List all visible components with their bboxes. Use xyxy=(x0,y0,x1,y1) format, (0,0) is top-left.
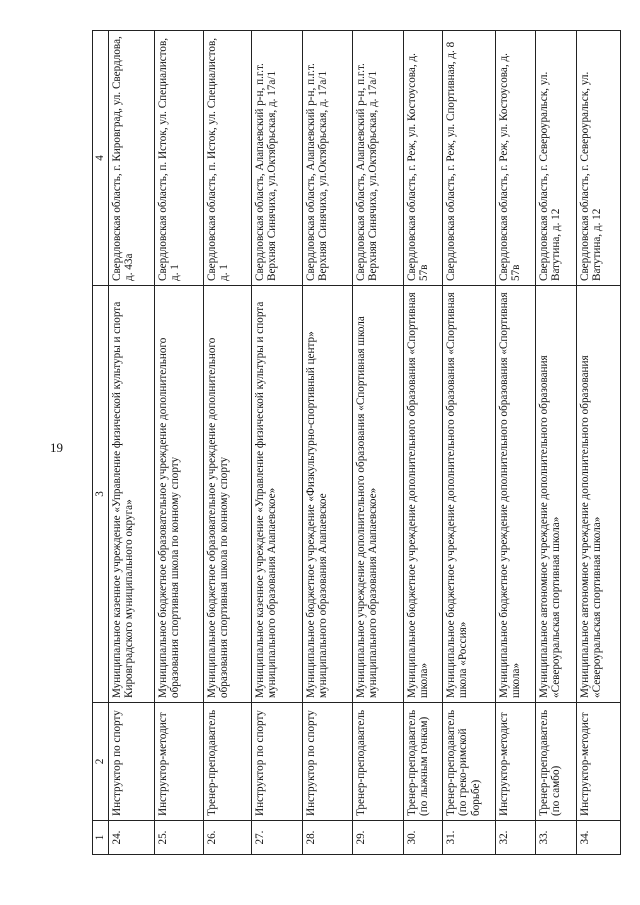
table-row xyxy=(535,31,576,855)
row-number: 28. xyxy=(302,821,352,855)
position-cell: Инструктор по спорту xyxy=(302,703,352,821)
address-cell: Свердловская область, Алапаевский р-н, п.г.т. Верхняя Синячиха, ул.Октябрьская, д. 17а/1 xyxy=(302,31,352,286)
address-cell: Свердловская область, г. Реж, ул. Костоусова, д. 57в xyxy=(403,31,442,286)
position-cell: Тренер-преподаватель xyxy=(352,703,403,821)
address-cell: Свердловская область, г. Реж, ул. Спортивная, д. 8 xyxy=(442,31,495,286)
position-cell: Тренер-преподаватель (по греко-римской борьбе) xyxy=(442,703,495,821)
column-header: 2 xyxy=(93,703,109,821)
organization-cell: Муниципальное автономное учреждение дополнительного образования «Североуральская спортивная школа» xyxy=(535,286,576,703)
address-cell: Свердловская область, г. Североуральск, ул. Ватутина, д. 12 xyxy=(576,31,620,286)
position-cell: Инструктор-методист xyxy=(154,703,203,821)
table-row xyxy=(203,31,251,855)
address-cell: Свердловская область, п. Исток, ул. Специалистов, д. 1 xyxy=(203,31,251,286)
sports-staff-table xyxy=(92,30,621,855)
position-cell: Инструктор-методист xyxy=(495,703,535,821)
address-cell: Свердловская область, Алапаевский р-н, п.г.т. Верхняя Синячиха, ул.Октябрьская, д. 17а/1 xyxy=(352,31,403,286)
row-number: 33. xyxy=(535,821,576,855)
row-number: 27. xyxy=(251,821,302,855)
organization-cell: Муниципальное автономное учреждение дополнительного образования «Североуральская спортивная школа» xyxy=(576,286,620,703)
column-header: 4 xyxy=(93,31,109,286)
organization-cell: Муниципальное бюджетное учреждение дополнительного образования «Спортивная школа» xyxy=(403,286,442,703)
table-row xyxy=(108,31,154,855)
organization-cell: Муниципальное бюджетное учреждение дополнительного образования «Спортивная школа «Россия» xyxy=(442,286,495,703)
address-cell: Свердловская область, г. Североуральск, ул. Ватутина, д. 12 xyxy=(535,31,576,286)
row-number: 30. xyxy=(403,821,442,855)
page-number: 19 xyxy=(50,440,63,455)
table-row xyxy=(442,31,495,855)
row-number: 29. xyxy=(352,821,403,855)
position-cell: Инструктор-методист xyxy=(576,703,620,821)
position-cell: Инструктор по спорту xyxy=(108,703,154,821)
row-number: 32. xyxy=(495,821,535,855)
organization-cell: Муниципальное бюджетное учреждение «Физкультурно-спортивный центр» муниципального образования Алапаевское xyxy=(302,286,352,703)
table-row xyxy=(154,31,203,855)
row-number: 24. xyxy=(108,821,154,855)
rotated-table-wrapper xyxy=(92,31,621,855)
table-row xyxy=(352,31,403,855)
table-row xyxy=(251,31,302,855)
organization-cell: Муниципальное казенное учреждение «Управление физической культуры и спорта муниципального образования Алапаевское» xyxy=(251,286,302,703)
table-row xyxy=(576,31,620,855)
table-body xyxy=(108,31,620,855)
organization-cell: Муниципальное казенное учреждение «Управление физической культуры и спорта Кировградского муниципального округа» xyxy=(108,286,154,703)
position-cell: Тренер-преподаватель (по лыжным гонкам) xyxy=(403,703,442,821)
position-cell: Инструктор по спорту xyxy=(251,703,302,821)
organization-cell: Муниципальное учреждение дополнительного образования «Спортивная школа муниципального образования Алапаевское» xyxy=(352,286,403,703)
column-header: 1 xyxy=(93,821,109,855)
address-cell: Свердловская область, г. Кировград, ул. Свердлова, д. 43а xyxy=(108,31,154,286)
organization-cell: Муниципальное бюджетное учреждение дополнительного образования «Спортивная школа» xyxy=(495,286,535,703)
row-number: 31. xyxy=(442,821,495,855)
position-cell: Тренер-преподаватель xyxy=(203,703,251,821)
column-header: 3 xyxy=(93,286,109,703)
table-header-row xyxy=(93,31,109,855)
row-number: 26. xyxy=(203,821,251,855)
position-cell: Тренер-преподаватель (по самбо) xyxy=(535,703,576,821)
organization-cell: Муниципальное бюджетное образовательное учреждение дополнительного образования спортивная школа по конному спорту xyxy=(203,286,251,703)
address-cell: Свердловская область, Алапаевский р-н, п.г.т. Верхняя Синячиха, ул.Октябрьская, д. 17а/1 xyxy=(251,31,302,286)
address-cell: Свердловская область, п. Исток, ул. Специалистов, д. 1 xyxy=(154,31,203,286)
row-number: 25. xyxy=(154,821,203,855)
organization-cell: Муниципальное бюджетное образовательное учреждение дополнительного образования спортивная школа по конному спорту xyxy=(154,286,203,703)
row-number: 34. xyxy=(576,821,620,855)
table-row xyxy=(495,31,535,855)
table-row xyxy=(403,31,442,855)
address-cell: Свердловская область, г. Реж, ул. Костоусова, д. 57в xyxy=(495,31,535,286)
table-row xyxy=(302,31,352,855)
